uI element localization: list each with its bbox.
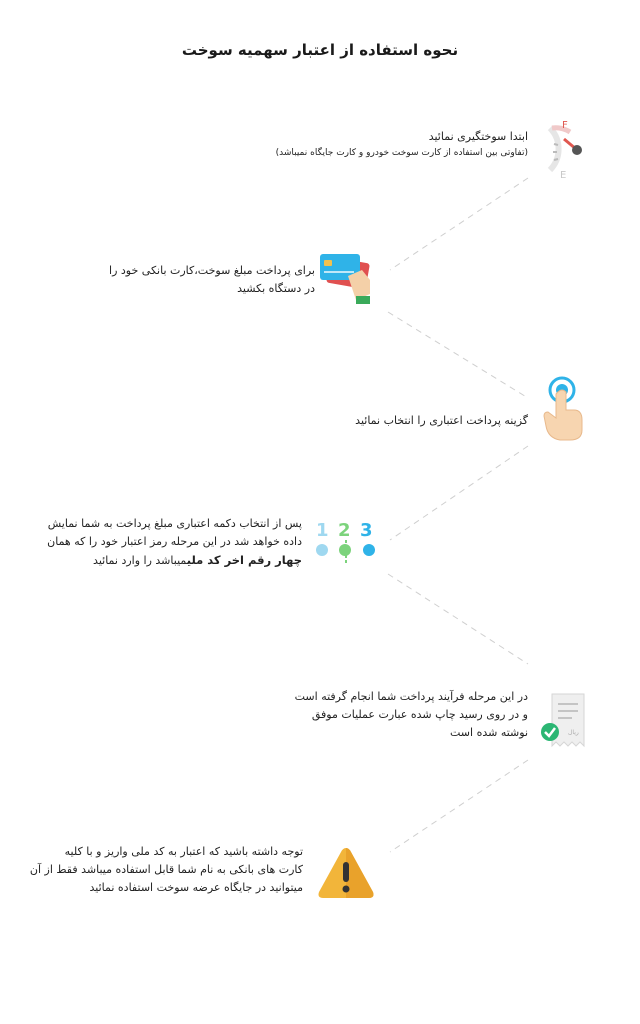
bank-card-hand-icon: [318, 250, 374, 306]
step-4-line-3: [2, 551, 302, 570]
gauge-empty-label: E: [560, 170, 567, 180]
step-4-text: [2, 515, 302, 570]
step-5-line-1: در این مرحله فرآیند پرداخت شما انجام گرفته است: [294, 690, 528, 703]
step-2-text: [35, 262, 315, 298]
step-6-line-1: توجه داشته باشید که اعتبار به کد ملی واریز و با کلیه: [64, 845, 303, 858]
step-6-line-2: کارت های بانکی به نام شما قابل استفاده میباشد فقط از آن: [29, 863, 303, 876]
step-3-line: گزینه پرداخت اعتباری را انتخاب نمائید: [355, 414, 528, 427]
digit-2: 2: [338, 520, 351, 541]
fuel-gauge-icon: [540, 118, 588, 180]
touch-hand-icon: [538, 376, 588, 442]
gauge-full-label: F: [562, 120, 568, 131]
step-5-line-3: نوشته شده است: [450, 726, 528, 739]
step-5-line-2: و در روی رسید چاپ شده عبارت عملیات موفق: [311, 708, 528, 721]
connector-4: [388, 574, 528, 664]
digit-3: 3: [360, 520, 373, 541]
steps-123-icon: [312, 518, 378, 566]
step-6-text: [3, 843, 303, 897]
step-2-line-1: برای پرداخت مبلغ سوخت،کارت بانکی خود را: [109, 264, 315, 277]
receipt-check-icon: [540, 692, 588, 748]
step-6-line-3: میتوانید در جایگاه عرضه سوخت استفاده نمائید: [89, 881, 303, 894]
receipt-rial-label: ریال: [568, 729, 579, 736]
step-1-note: (تفاوتی بین استفاده از کارت سوخت خودرو و کارت جایگاه نمیباشد): [275, 148, 528, 158]
connector-5: [390, 760, 528, 852]
step-1-main: ابتدا سوختگیری نمائید: [428, 130, 528, 143]
step-5-text: [228, 688, 528, 742]
step-4-line-3-rest: میباشد را وارد نمائید: [93, 554, 187, 567]
step-1-text: [228, 128, 528, 161]
step-4-line-2: داده خواهد شد در این مرحله رمز اعتبار خود را که همان: [47, 535, 302, 548]
connector-2: [388, 312, 528, 398]
warning-icon: [316, 844, 376, 900]
connector-1: [390, 178, 528, 270]
step-4-bold: چهار رقم اخر کد ملی: [186, 553, 302, 567]
connector-3: [390, 446, 528, 540]
step-3-text: [228, 412, 528, 430]
digit-1: 1: [316, 520, 329, 541]
step-4-line-1: پس از انتخاب دکمه اعتباری مبلغ پرداخت به شما نمایش: [47, 517, 302, 530]
step-2-line-2: در دستگاه بکشید: [237, 282, 315, 295]
page-title: نحوه استفاده از اعتبار سهمیه سوخت: [181, 41, 459, 59]
